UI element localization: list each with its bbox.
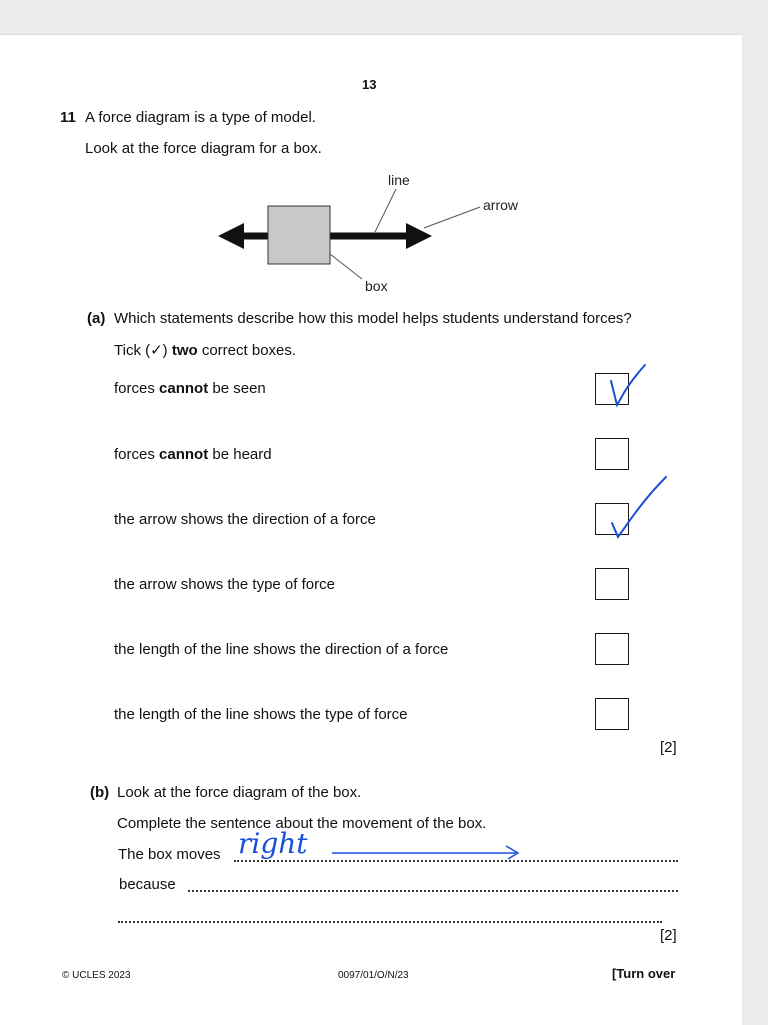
arrow-leader xyxy=(424,207,480,228)
line-leader xyxy=(375,189,396,232)
question-instruction: Look at the force diagram for a box. xyxy=(85,140,322,157)
box-label: box xyxy=(365,278,388,294)
statement-2-bold: cannot xyxy=(159,446,209,463)
box-shape xyxy=(268,206,330,264)
box-leader xyxy=(330,254,362,279)
statement-5-text: the length of the line shows the direction of a force xyxy=(114,641,449,658)
box-moves-prefix: The box moves xyxy=(118,846,221,863)
part-b-instruction: Look at the force diagram of the box. xyxy=(117,784,362,801)
question-number: 11 xyxy=(60,109,76,126)
statement-3-text: the arrow shows the direction of a force xyxy=(114,511,376,528)
statement-6-text: the length of the line shows the type of force xyxy=(114,706,408,723)
turn-over: [Turn over xyxy=(612,966,676,981)
statement-1-end: be seen xyxy=(212,380,266,397)
part-a-question: Which statements describe how this model helps students understand forces? xyxy=(114,310,632,327)
tick-instruction-count: two xyxy=(171,342,198,359)
statement-2-end: be heard xyxy=(212,446,272,463)
statement-4-text: the arrow shows the type of force xyxy=(114,576,335,593)
copyright: © UCLES 2023 xyxy=(62,970,131,981)
tick-instruction-prefix: Tick (✓) xyxy=(114,342,168,359)
part-a-marks: [2] xyxy=(660,739,677,756)
paper-code: 0097/01/O/N/23 xyxy=(338,970,409,981)
part-b-label: (b) xyxy=(90,784,110,801)
question-intro: A force diagram is a type of model. xyxy=(85,109,316,126)
part-b-marks: [2] xyxy=(660,927,677,944)
handwritten-tick-1 xyxy=(590,355,680,415)
statement-2 xyxy=(114,446,272,463)
tick-box-6[interactable] xyxy=(595,698,629,730)
tick-instruction xyxy=(114,341,296,359)
handwritten-tick-3 xyxy=(590,465,680,545)
left-arrow-head xyxy=(218,223,244,249)
part-a-label: (a) xyxy=(87,310,106,327)
part-b-sentence-prompt: Complete the sentence about the movement of the box. xyxy=(117,815,487,832)
statement-5 xyxy=(114,641,448,658)
page-number: 13 xyxy=(362,77,377,92)
statement-2-text: forces xyxy=(114,446,155,463)
force-diagram xyxy=(0,155,742,305)
exam-page xyxy=(0,34,742,1025)
answer-line-3[interactable] xyxy=(118,921,662,923)
tick-box-4[interactable] xyxy=(595,568,629,600)
statement-3 xyxy=(114,511,376,528)
statement-1-bold: cannot xyxy=(159,380,209,397)
statement-4 xyxy=(114,576,335,593)
statement-1 xyxy=(114,380,266,397)
handwritten-answer: right xyxy=(238,827,308,860)
statement-1-text: forces xyxy=(114,380,155,397)
tick-box-5[interactable] xyxy=(595,633,629,665)
because-prefix: because xyxy=(119,876,176,893)
statement-6 xyxy=(114,706,408,723)
arrow-label: arrow xyxy=(483,197,519,213)
handwritten-arrow xyxy=(330,841,530,865)
tick-instruction-suffix: correct boxes. xyxy=(201,342,297,359)
answer-line-2[interactable] xyxy=(188,890,678,892)
line-label: line xyxy=(388,172,410,188)
